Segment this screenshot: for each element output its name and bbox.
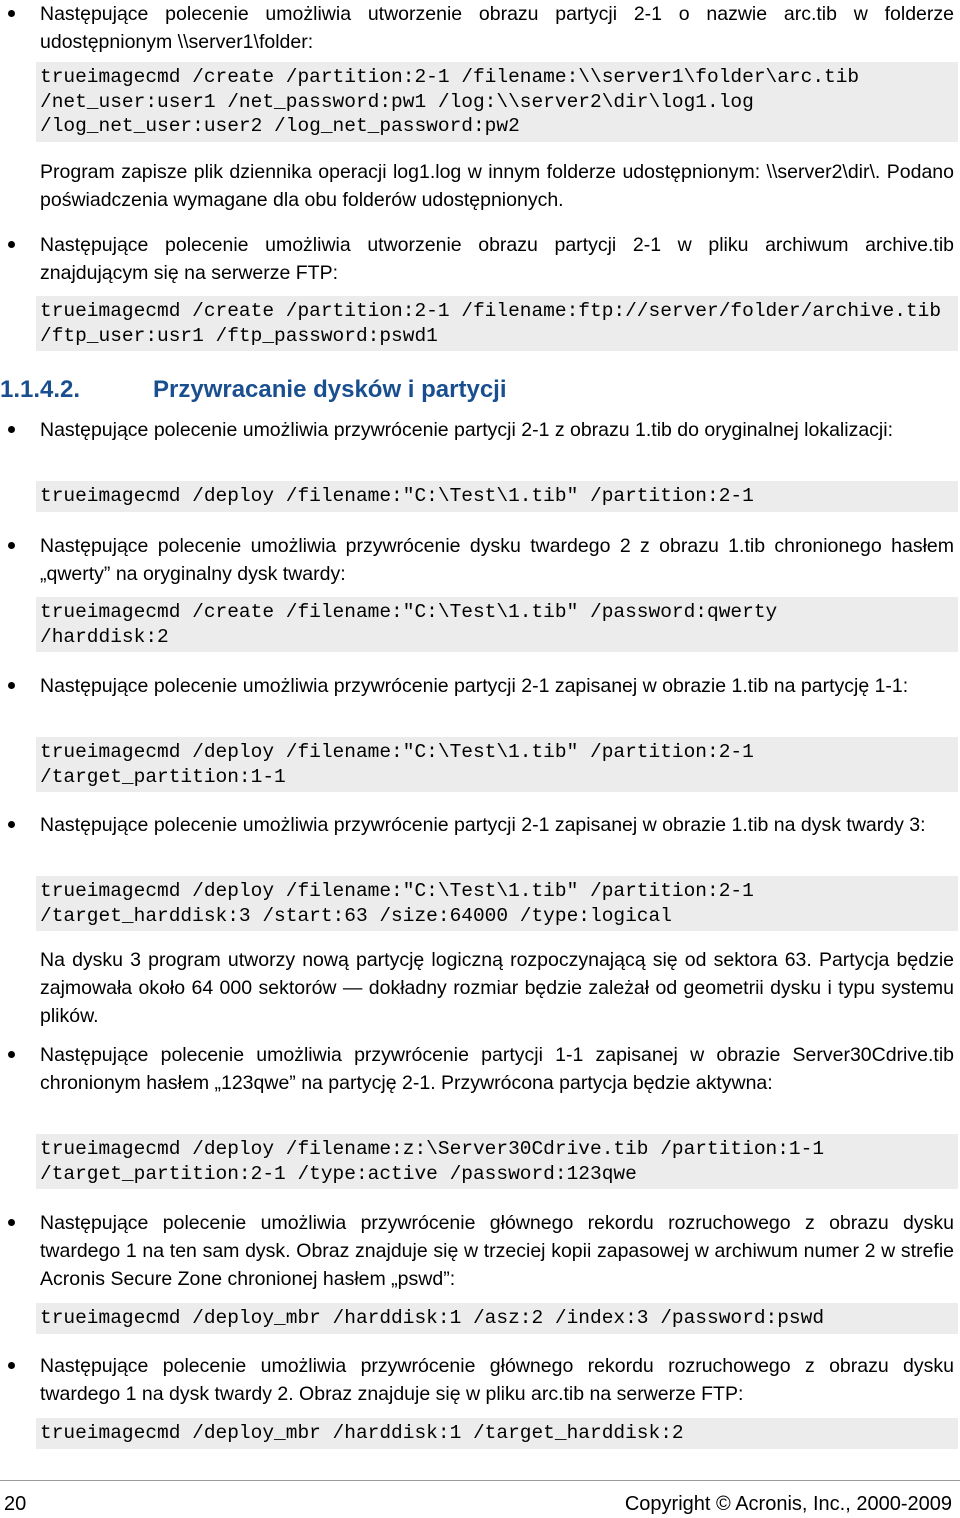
bullet-icon xyxy=(8,1362,15,1369)
list-item xyxy=(0,532,960,588)
bullet-icon xyxy=(8,542,15,549)
list-item xyxy=(0,811,960,839)
bullet-icon xyxy=(8,10,15,17)
code-block: trueimagecmd /deploy /filename:z:\Server30Cdrive.tib /partition:1-1 /target_partition:2-1 /type:active /password:123qwe xyxy=(36,1134,958,1189)
footer-divider xyxy=(0,1480,960,1481)
code-block: trueimagecmd /deploy /filename:"C:\Test\1.tib" /partition:2-1 xyxy=(36,481,958,512)
bullet-icon xyxy=(8,682,15,689)
section-heading xyxy=(0,376,960,406)
code-block: trueimagecmd /deploy_mbr /harddisk:1 /asz:2 /index:3 /password:pswd xyxy=(36,1303,958,1334)
bullet-icon xyxy=(8,241,15,248)
code-block: trueimagecmd /create /partition:2-1 /filename:\\server1\folder\arc.tib /net_user:user1 /net_password:pw1 /log:\\server2\dir\log1.log /log_net_user:user2 /log_net_password:pw2 xyxy=(36,62,958,142)
section-number: 1.1.4.2. xyxy=(0,376,81,403)
list-item xyxy=(0,416,960,444)
note-text: Program zapisze plik dziennika operacji log1.log w innym folderze udostępnionym: \\server2\dir\. Podano poświadczenia wymagane dla obu folderów udostępnionych. xyxy=(40,161,954,211)
copyright-text: Copyright © Acronis, Inc., 2000-2009 xyxy=(624,1493,952,1515)
code-block: trueimagecmd /create /filename:"C:\Test\1.tib" /password:qwerty /harddisk:2 xyxy=(36,597,958,652)
code-block: trueimagecmd /create /partition:2-1 /filename:ftp://server/folder/archive.tib /ftp_user:usr1 /ftp_password:pswd1 xyxy=(36,296,958,351)
item-text: Następujące polecenie umożliwia przywrócenie dysku twardego 2 z obrazu 1.tib chronionego hasłem „qwerty” na oryginalny dysk twardy: xyxy=(40,535,954,585)
item-text: Następujące polecenie umożliwia przywrócenie partycji 2-1 z obrazu 1.tib do oryginalnej lokalizacji: xyxy=(40,419,894,441)
item-text: Następujące polecenie umożliwia utworzenie obrazu partycji 2-1 o nazwie arc.tib w folderze udostępnionym \\server1\folder: xyxy=(40,3,954,53)
item-text: Następujące polecenie umożliwia przywrócenie partycji 2-1 zapisanej w obrazie 1.tib na dysk twardy 3: xyxy=(40,814,926,836)
note-text: Na dysku 3 program utworzy nową partycję logiczną rozpoczynającą się od sektora 63. Partycja będzie zajmowała około 64 000 sektorów — dokładny rozmiar będzie zależał od geometrii dysku i typu systemu plików. xyxy=(40,949,954,1027)
code-block: trueimagecmd /deploy_mbr /harddisk:1 /target_harddisk:2 xyxy=(36,1418,958,1449)
code-block: trueimagecmd /deploy /filename:"C:\Test\1.tib" /partition:2-1 /target_partition:1-1 xyxy=(36,737,958,792)
list-item xyxy=(0,0,960,56)
section-title: Przywracanie dysków i partycji xyxy=(153,376,507,403)
bullet-icon xyxy=(8,1051,15,1058)
list-item xyxy=(0,1041,960,1097)
bullet-icon xyxy=(8,821,15,828)
item-text: Następujące polecenie umożliwia przywrócenie partycji 2-1 zapisanej w obrazie 1.tib na partycję 1-1: xyxy=(40,675,909,697)
list-item xyxy=(0,1209,960,1293)
page-number: 20 xyxy=(4,1493,27,1515)
bullet-icon xyxy=(8,426,15,433)
list-item xyxy=(0,231,960,287)
item-text: Następujące polecenie umożliwia przywrócenie partycji 1-1 zapisanej w obrazie Server30Cdrive.tib chronionym hasłem „123qwe” na partycję 2-1. Przywrócona partycja będzie aktywna: xyxy=(40,1044,954,1094)
bullet-icon xyxy=(8,1219,15,1226)
item-text: Następujące polecenie umożliwia utworzenie obrazu partycji 2-1 w pliku archiwum archive.tib znajdującym się na serwerze FTP: xyxy=(40,234,954,284)
list-item xyxy=(0,672,960,700)
item-text: Następujące polecenie umożliwia przywrócenie głównego rekordu rozruchowego z obrazu dysku twardego 1 na dysk twardy 2. Obraz znajduje się w pliku arc.tib na serwerze FTP: xyxy=(40,1355,954,1405)
code-block: trueimagecmd /deploy /filename:"C:\Test\1.tib" /partition:2-1 /target_harddisk:3 /start:63 /size:64000 /type:logical xyxy=(36,876,958,931)
item-text: Następujące polecenie umożliwia przywrócenie głównego rekordu rozruchowego z obrazu dysku twardego 1 na ten sam dysk. Obraz znajduje się w trzeciej kopii zapasowej w archiwum numer 2 w strefie Acronis Secure Zone chronionej hasłem „pswd”: xyxy=(40,1212,954,1290)
list-item xyxy=(0,1352,960,1408)
